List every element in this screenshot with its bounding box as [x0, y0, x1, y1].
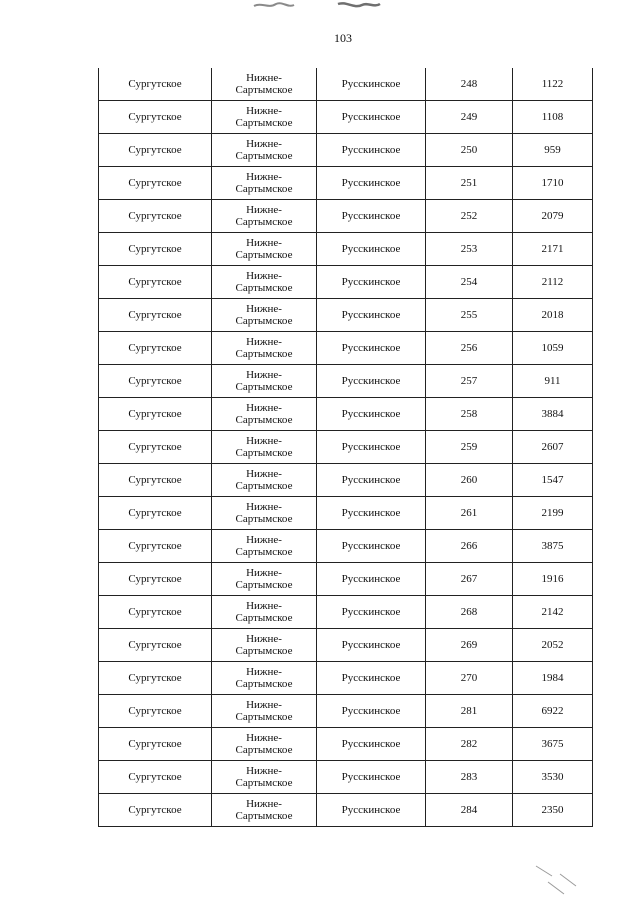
number-cell: 284	[426, 794, 513, 827]
municipality-cell: Сургутское	[99, 530, 212, 563]
value-cell: 1984	[513, 662, 593, 695]
value-cell: 2199	[513, 497, 593, 530]
value-cell: 3875	[513, 530, 593, 563]
municipality-cell: Сургутское	[99, 431, 212, 464]
number-cell: 282	[426, 728, 513, 761]
field-cell: Нижне-Сартымское	[212, 662, 317, 695]
field-cell: Нижне-Сартымское	[212, 728, 317, 761]
value-cell: 2079	[513, 200, 593, 233]
municipality-cell: Сургутское	[99, 101, 212, 134]
field-cell: Нижне-Сартымское	[212, 497, 317, 530]
number-cell: 258	[426, 398, 513, 431]
value-cell: 6922	[513, 695, 593, 728]
table-row	[99, 794, 593, 827]
value-cell: 1547	[513, 464, 593, 497]
table-row	[99, 365, 593, 398]
area-cell: Русскинское	[317, 200, 426, 233]
field-cell: Нижне-Сартымское	[212, 761, 317, 794]
field-cell: Нижне-Сартымское	[212, 266, 317, 299]
field-cell: Нижне-Сартымское	[212, 68, 317, 101]
value-cell: 1122	[513, 68, 593, 101]
table-row	[99, 530, 593, 563]
municipality-cell: Сургутское	[99, 695, 212, 728]
field-cell: Нижне-Сартымское	[212, 233, 317, 266]
field-cell: Нижне-Сартымское	[212, 464, 317, 497]
field-cell: Нижне-Сартымское	[212, 365, 317, 398]
scan-specks-bottom-right	[530, 860, 590, 900]
municipality-cell: Сургутское	[99, 365, 212, 398]
area-cell: Русскинское	[317, 68, 426, 101]
area-cell: Русскинское	[317, 332, 426, 365]
table-row	[99, 68, 593, 101]
number-cell: 252	[426, 200, 513, 233]
number-cell: 248	[426, 68, 513, 101]
value-cell: 2607	[513, 431, 593, 464]
table-row	[99, 629, 593, 662]
number-cell: 256	[426, 332, 513, 365]
table-row	[99, 299, 593, 332]
table-row	[99, 728, 593, 761]
field-cell: Нижне-Сартымское	[212, 200, 317, 233]
value-cell: 3884	[513, 398, 593, 431]
area-cell: Русскинское	[317, 431, 426, 464]
number-cell: 249	[426, 101, 513, 134]
value-cell: 2350	[513, 794, 593, 827]
field-cell: Нижне-Сартымское	[212, 530, 317, 563]
table-row	[99, 101, 593, 134]
value-cell: 2052	[513, 629, 593, 662]
table-row	[99, 662, 593, 695]
scan-smudge-top	[250, 0, 390, 14]
number-cell: 261	[426, 497, 513, 530]
municipality-cell: Сургутское	[99, 629, 212, 662]
table-row	[99, 563, 593, 596]
number-cell: 269	[426, 629, 513, 662]
area-cell: Русскинское	[317, 266, 426, 299]
table-row	[99, 596, 593, 629]
number-cell: 259	[426, 431, 513, 464]
value-cell: 1059	[513, 332, 593, 365]
value-cell: 1108	[513, 101, 593, 134]
area-cell: Русскинское	[317, 728, 426, 761]
table-row	[99, 761, 593, 794]
field-cell: Нижне-Сартымское	[212, 299, 317, 332]
value-cell: 911	[513, 365, 593, 398]
value-cell: 2142	[513, 596, 593, 629]
value-cell: 1916	[513, 563, 593, 596]
area-cell: Русскинское	[317, 530, 426, 563]
number-cell: 253	[426, 233, 513, 266]
field-cell: Нижне-Сартымское	[212, 695, 317, 728]
field-cell: Нижне-Сартымское	[212, 134, 317, 167]
area-cell: Русскинское	[317, 398, 426, 431]
table-row	[99, 431, 593, 464]
field-cell: Нижне-Сартымское	[212, 563, 317, 596]
municipality-cell: Сургутское	[99, 497, 212, 530]
number-cell: 254	[426, 266, 513, 299]
area-cell: Русскинское	[317, 167, 426, 200]
area-cell: Русскинское	[317, 596, 426, 629]
table-row	[99, 266, 593, 299]
table-row	[99, 332, 593, 365]
number-cell: 260	[426, 464, 513, 497]
number-cell: 268	[426, 596, 513, 629]
number-cell: 267	[426, 563, 513, 596]
value-cell: 3675	[513, 728, 593, 761]
area-cell: Русскинское	[317, 134, 426, 167]
value-cell: 1710	[513, 167, 593, 200]
municipality-cell: Сургутское	[99, 68, 212, 101]
municipality-cell: Сургутское	[99, 398, 212, 431]
table-row	[99, 167, 593, 200]
municipality-cell: Сургутское	[99, 761, 212, 794]
area-cell: Русскинское	[317, 464, 426, 497]
number-cell: 257	[426, 365, 513, 398]
municipality-cell: Сургутское	[99, 200, 212, 233]
field-cell: Нижне-Сартымское	[212, 398, 317, 431]
municipality-cell: Сургутское	[99, 464, 212, 497]
area-cell: Русскинское	[317, 233, 426, 266]
area-cell: Русскинское	[317, 629, 426, 662]
municipality-cell: Сургутское	[99, 299, 212, 332]
number-cell: 281	[426, 695, 513, 728]
value-cell: 2018	[513, 299, 593, 332]
area-cell: Русскинское	[317, 101, 426, 134]
table-row	[99, 200, 593, 233]
page-number: 103	[334, 31, 352, 45]
area-cell: Русскинское	[317, 497, 426, 530]
field-cell: Нижне-Сартымское	[212, 629, 317, 662]
field-cell: Нижне-Сартымское	[212, 596, 317, 629]
number-cell: 270	[426, 662, 513, 695]
area-cell: Русскинское	[317, 563, 426, 596]
area-cell: Русскинское	[317, 761, 426, 794]
table-row	[99, 464, 593, 497]
number-cell: 250	[426, 134, 513, 167]
area-cell: Русскинское	[317, 365, 426, 398]
municipality-cell: Сургутское	[99, 134, 212, 167]
table-row	[99, 398, 593, 431]
table-row	[99, 134, 593, 167]
data-table-body	[99, 68, 593, 827]
municipality-cell: Сургутское	[99, 332, 212, 365]
municipality-cell: Сургутское	[99, 233, 212, 266]
value-cell: 3530	[513, 761, 593, 794]
municipality-cell: Сургутское	[99, 563, 212, 596]
area-cell: Русскинское	[317, 794, 426, 827]
field-cell: Нижне-Сартымское	[212, 431, 317, 464]
table-row	[99, 233, 593, 266]
table-row	[99, 497, 593, 530]
field-cell: Нижне-Сартымское	[212, 794, 317, 827]
field-cell: Нижне-Сартымское	[212, 167, 317, 200]
municipality-cell: Сургутское	[99, 728, 212, 761]
number-cell: 283	[426, 761, 513, 794]
data-table	[98, 68, 593, 827]
value-cell: 2112	[513, 266, 593, 299]
area-cell: Русскинское	[317, 662, 426, 695]
value-cell: 2171	[513, 233, 593, 266]
field-cell: Нижне-Сартымское	[212, 332, 317, 365]
number-cell: 251	[426, 167, 513, 200]
municipality-cell: Сургутское	[99, 167, 212, 200]
value-cell: 959	[513, 134, 593, 167]
field-cell: Нижне-Сартымское	[212, 101, 317, 134]
municipality-cell: Сургутское	[99, 662, 212, 695]
area-cell: Русскинское	[317, 299, 426, 332]
number-cell: 266	[426, 530, 513, 563]
municipality-cell: Сургутское	[99, 266, 212, 299]
municipality-cell: Сургутское	[99, 794, 212, 827]
area-cell: Русскинское	[317, 695, 426, 728]
municipality-cell: Сургутское	[99, 596, 212, 629]
number-cell: 255	[426, 299, 513, 332]
table-row	[99, 695, 593, 728]
